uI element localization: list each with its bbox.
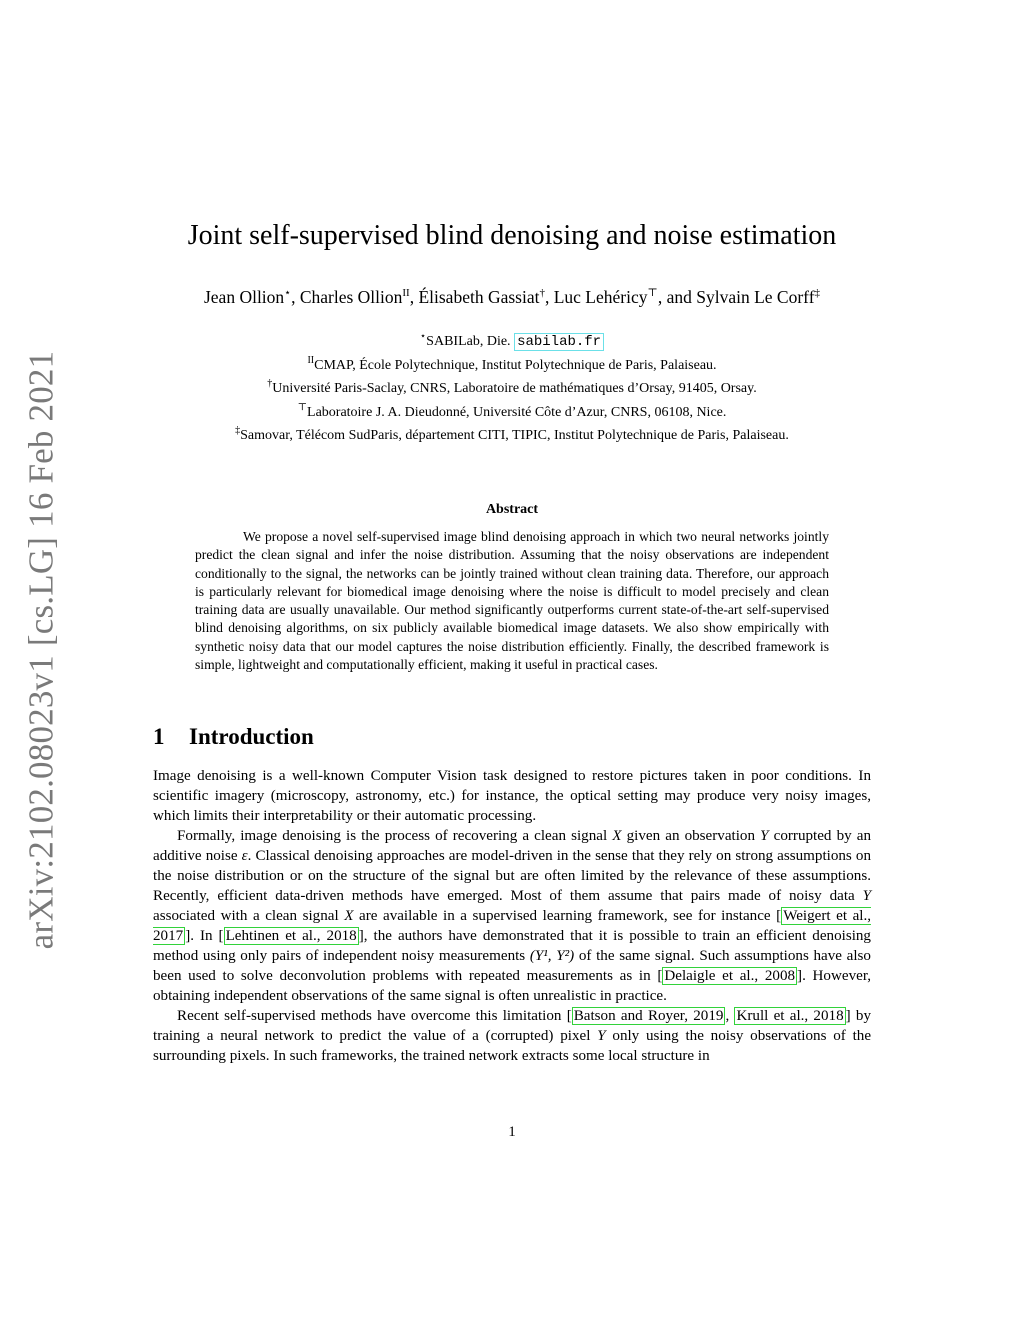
text-run: ], the authors have demonstrated that it is possible to train an efficient denoising method using only pairs of independent noisy measurements [153,928,871,964]
math-expression: (Y¹, Y²) [529,948,575,964]
affiliation-mark: ⋆ [419,331,427,342]
text-run: corrupted by an additive noise [153,828,872,864]
author-name: Charles Ollion [299,287,403,307]
math-symbol: Y [760,828,769,844]
author-name: Luc Lehéricy [553,287,648,307]
affiliation-mark: II [307,355,315,367]
affiliation-mark: † [267,378,273,390]
text-run: Recent self-supervised methods have overcome this limitation [ [177,1008,572,1024]
text-run: ] by training a neural network to predict the value of a (corrupted) pixel [153,1008,871,1044]
affiliation-mark: ⊤ [297,401,308,413]
affiliation [153,377,871,400]
author-mark: ⊤ [647,287,658,299]
arxiv-identifier: arXiv:2102.08023v1 [cs.LG] 16 Feb 2021 [21,350,61,950]
math-symbol: X [612,828,622,844]
text-run: . Classical denoising approaches are model-driven in the sense that they rely on strong assumptions on the noise distribution or on the structure of the signal but are often limited by the relevance of these assumptions. Recently, efficient data-driven methods have emerged. Most of them assume that pairs made of noisy data [153,848,871,904]
affiliation-text: Université Paris-Saclay, CNRS, Laboratoire de mathématiques d’Orsay, 91405, Orsay. [272,381,757,397]
author-name: Sylvain Le Corff [696,287,815,307]
author-name: Élisabeth Gassiat [418,287,540,307]
math-symbol: ε [241,848,248,864]
section-number: 1 [153,724,165,749]
text-run: ]. However, obtaining independent observations of the same signal is often unrealistic in practice. [153,968,872,1004]
text-run: ]. In [ [185,928,224,944]
page-number: 1 [508,1124,516,1140]
text-run: given an observation [626,828,756,844]
affiliation-text: SABILab, Die. [426,334,511,349]
affiliation-text: Laboratoire J. A. Dieudonné, Université Côte d’Azur, CNRS, 06108, Nice. [307,404,727,420]
citation-link[interactable]: Delaigle et al., 2008 [664,968,796,984]
affiliation [153,424,871,447]
paragraph: Image denoising is a well-known Computer Vision task designed to restore pictures taken in poor conditions. In scientific imagery (microscopy, astronomy, etc.) for instance, the optical setting may produce very noisy images, which limits their interpretability or their automatic processing. [153,768,871,824]
author-and: and [666,287,692,307]
text-run: , [725,1008,735,1024]
abstract-heading: Abstract [485,502,539,517]
section-heading [153,722,314,752]
text-run: associated with a clean signal [153,908,339,924]
text-run: of the same signal. Such assumptions have also been used to solve deconvolution problems with repeated measurements as in [ [153,948,871,984]
citation-link[interactable]: Batson and Royer, 2019 [573,1008,724,1024]
author-mark: ‡ [814,287,821,299]
sabilab-url-link[interactable]: sabilab.fr [514,333,604,351]
citation-link[interactable]: Krull et al., 2018 [736,1008,844,1024]
introduction-body [153,766,871,1066]
math-symbol: Y [597,1028,606,1044]
citation-link[interactable]: Weigert et al., 2017 [153,908,872,944]
affiliation-text: CMAP, École Polytechnique, Institut Polytechnique de Paris, Palaiseau. [314,358,717,374]
math-symbol: X [344,908,354,924]
author-name: Jean Ollion [203,287,285,307]
section-title: Introduction [189,724,314,749]
affiliation [153,354,871,377]
abstract-text: We propose a novel self-supervised image blind denoising approach in which two neural networks jointly predict the clean signal and infer the noise distribution. Assuming that the noisy observations are independent conditionally to the signal, the networks can be jointly trained without clean training data. Therefore, our approach is particularly relevant for biomedical image denoising where the noise is difficult to model precisely and clean training data are usually unavailable. Our method significantly outperforms current state-of-the-art self-supervised blind denoising algorithms, on six publicly available biomedical image datasets. We also show empirically with synthetic noisy data that our model captures the noise distribution efficiently. Finally, the described framework is simple, lightweight and computationally efficient, making it useful in practical cases. [195,529,829,673]
affiliation-mark: ‡ [235,424,241,436]
paper-title: Joint self-supervised blind denoising and noise estimation [187,220,837,251]
affiliation [153,330,871,354]
text-run: only using the noisy observations of the surrounding pixels. In such frameworks, the trained network extracts some local structure in [153,1028,872,1064]
author-mark: II [402,287,410,299]
author-mark: ⋆ [284,287,292,299]
author-list: Jean Ollion⋆, Charles Ollion$^{II}$, Élisabeth Gassiat†, Luc Lehéricy⊤, and Sylvain Le Corff‡ [203,287,821,307]
text-run: Formally, image denoising is the process of recovering a clean signal [177,828,608,844]
affiliation-text: Samovar, Télécom SudParis, département CITI, TIPIC, Institut Polytechnique de Paris, Palaiseau. [240,427,789,443]
affiliation-list [153,330,871,447]
citation-link[interactable]: Lehtinen et al., 2018 [225,928,357,944]
paragraph [153,826,871,1006]
text-run: are available in a supervised learning framework, see for instance [ [359,908,782,924]
math-symbol: Y [862,888,872,904]
paragraph [153,1006,871,1066]
author-mark: † [539,287,545,299]
arxiv-side-stamp [21,350,61,950]
affiliation [153,401,871,424]
